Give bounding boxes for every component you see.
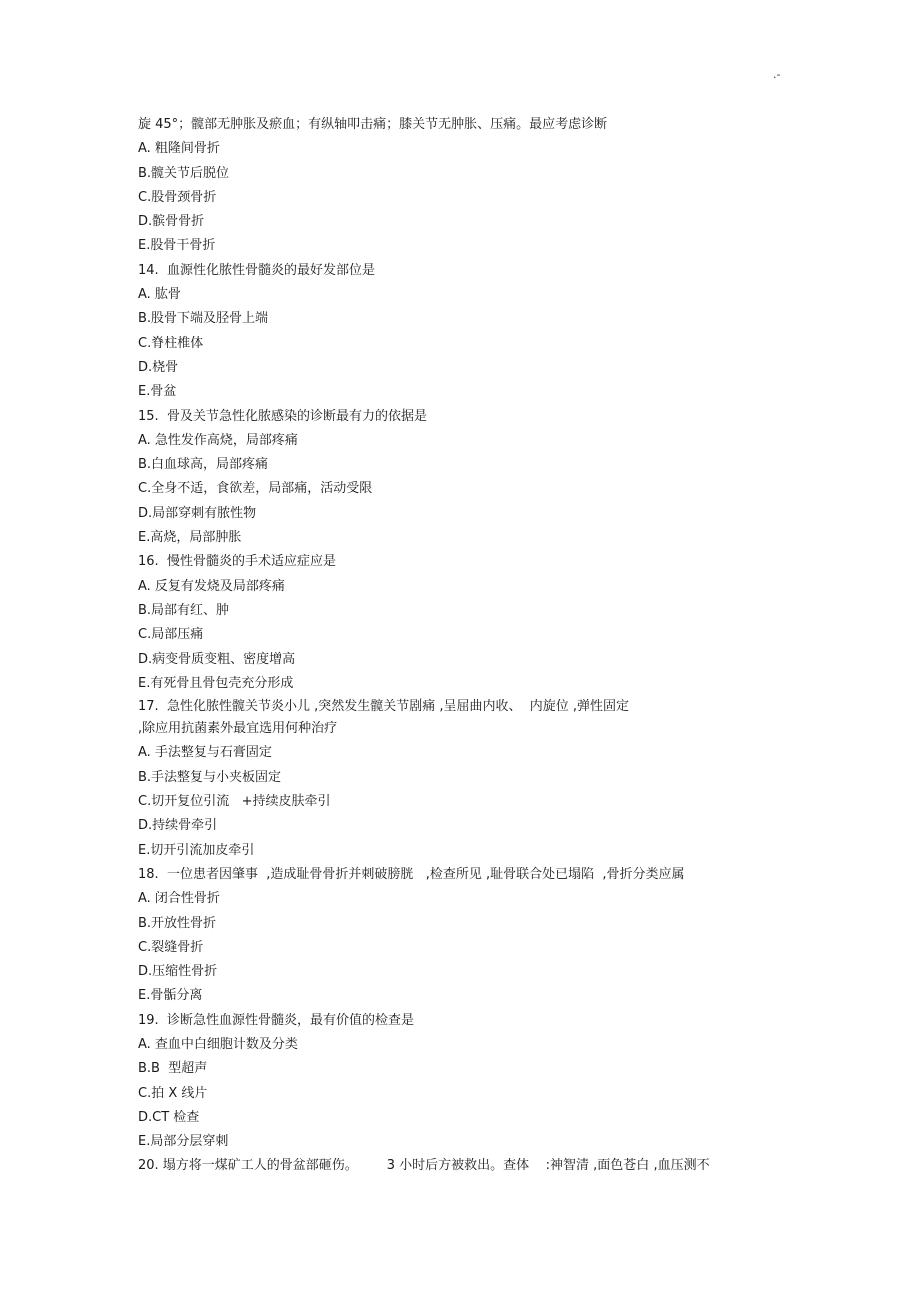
- text-line: C.拍 X 线片: [138, 1085, 208, 1101]
- text-line: B.开放性骨折: [138, 915, 217, 931]
- text-line: B.B 型超声: [138, 1061, 208, 1077]
- text-line: 18. 一位患者因肇事 ,造成耻骨骨折并刺破膀胱 ,检查所见 ,耻骨联合处已塌陷 ,骨折分类应属: [138, 866, 685, 882]
- text-line: E.高烧，局部肿胀: [138, 530, 242, 546]
- text-line: D.压缩性骨折: [138, 964, 218, 980]
- text-line: E.股骨干骨折: [138, 238, 216, 254]
- text-line: A. 查血中白细胞计数及分类: [138, 1036, 298, 1052]
- text-line: 旋 45°；髋部无肿胀及瘀血；有纵轴叩击痛；膝关节无肿胀、压痛。最应考虑诊断: [138, 117, 608, 132]
- text-line: D.髌骨骨折: [138, 214, 205, 230]
- text-line: D.局部穿刺有脓性物: [138, 505, 257, 521]
- text-line: E.切开引流加皮牵引: [138, 842, 255, 858]
- text-line: A. 急性发作高烧，局部疼痛: [138, 432, 298, 448]
- text-line: 19. 诊断急性血源性骨髓炎，最有价值的检查是: [138, 1012, 414, 1028]
- text-line: C.全身不适，食欲差，局部痛，活动受限: [138, 481, 373, 497]
- text-line: D.桡骨: [138, 359, 179, 375]
- text-line: E.有死骨且骨包壳充分形成: [138, 675, 294, 691]
- text-line: 17. 急性化脓性髋关节炎小儿 ,突然发生髋关节剧痛 ,呈屈曲内收、 内旋位 ,弹性固定: [138, 699, 629, 715]
- text-line: ,除应用抗菌素外最宜选用何种治疗: [138, 721, 338, 737]
- text-line: A. 反复有发烧及局部疼痛: [138, 578, 285, 594]
- header-mark: .-: [773, 68, 781, 81]
- text-line: 16. 慢性骨髓炎的手术适应症应是: [138, 554, 336, 570]
- text-line: C.裂缝骨折: [138, 939, 204, 955]
- text-line: D.持续骨牵引: [138, 818, 218, 834]
- document-body: [138, 113, 788, 1179]
- text-line: 15. 骨及关节急性化脓感染的诊断最有力的依据是: [138, 408, 427, 424]
- text-line: C.脊柱椎体: [138, 335, 204, 351]
- text-line: A. 手法整复与石膏固定: [138, 745, 272, 761]
- text-line: D.病变骨质变粗、密度增高: [138, 651, 296, 667]
- text-line: B.白血球高，局部疼痛: [138, 457, 269, 473]
- text-line: E.骨盆: [138, 384, 177, 400]
- text-line: A. 闭合性骨折: [138, 891, 220, 907]
- text-line: C.股骨颈骨折: [138, 189, 217, 205]
- text-line: 14. 血源性化脓性骨髓炎的最好发部位是: [138, 262, 375, 278]
- text-line: C.局部压痛: [138, 627, 204, 643]
- text-line: B.手法整复与小夹板固定: [138, 769, 282, 785]
- text-line: 20. 塌方将一煤矿工人的骨盆部砸伤。 3 小时后方被救出。查体 :神智清 ,面色苍白 ,血压测不: [138, 1158, 710, 1174]
- text-line: B.髋关节后脱位: [138, 165, 230, 181]
- text-line: D.CT 检查: [138, 1109, 200, 1125]
- text-line: E.骨骺分离: [138, 988, 203, 1004]
- text-line: C.切开复位引流 +持续皮肤牵引: [138, 794, 331, 810]
- text-line: B.局部有红、肿: [138, 602, 230, 618]
- text-line: A. 肱骨: [138, 287, 181, 303]
- text-line: B.股骨下端及胫骨上端: [138, 311, 269, 327]
- text-line: E.局部分层穿刺: [138, 1134, 229, 1150]
- text-line: A. 粗隆间骨折: [138, 141, 220, 157]
